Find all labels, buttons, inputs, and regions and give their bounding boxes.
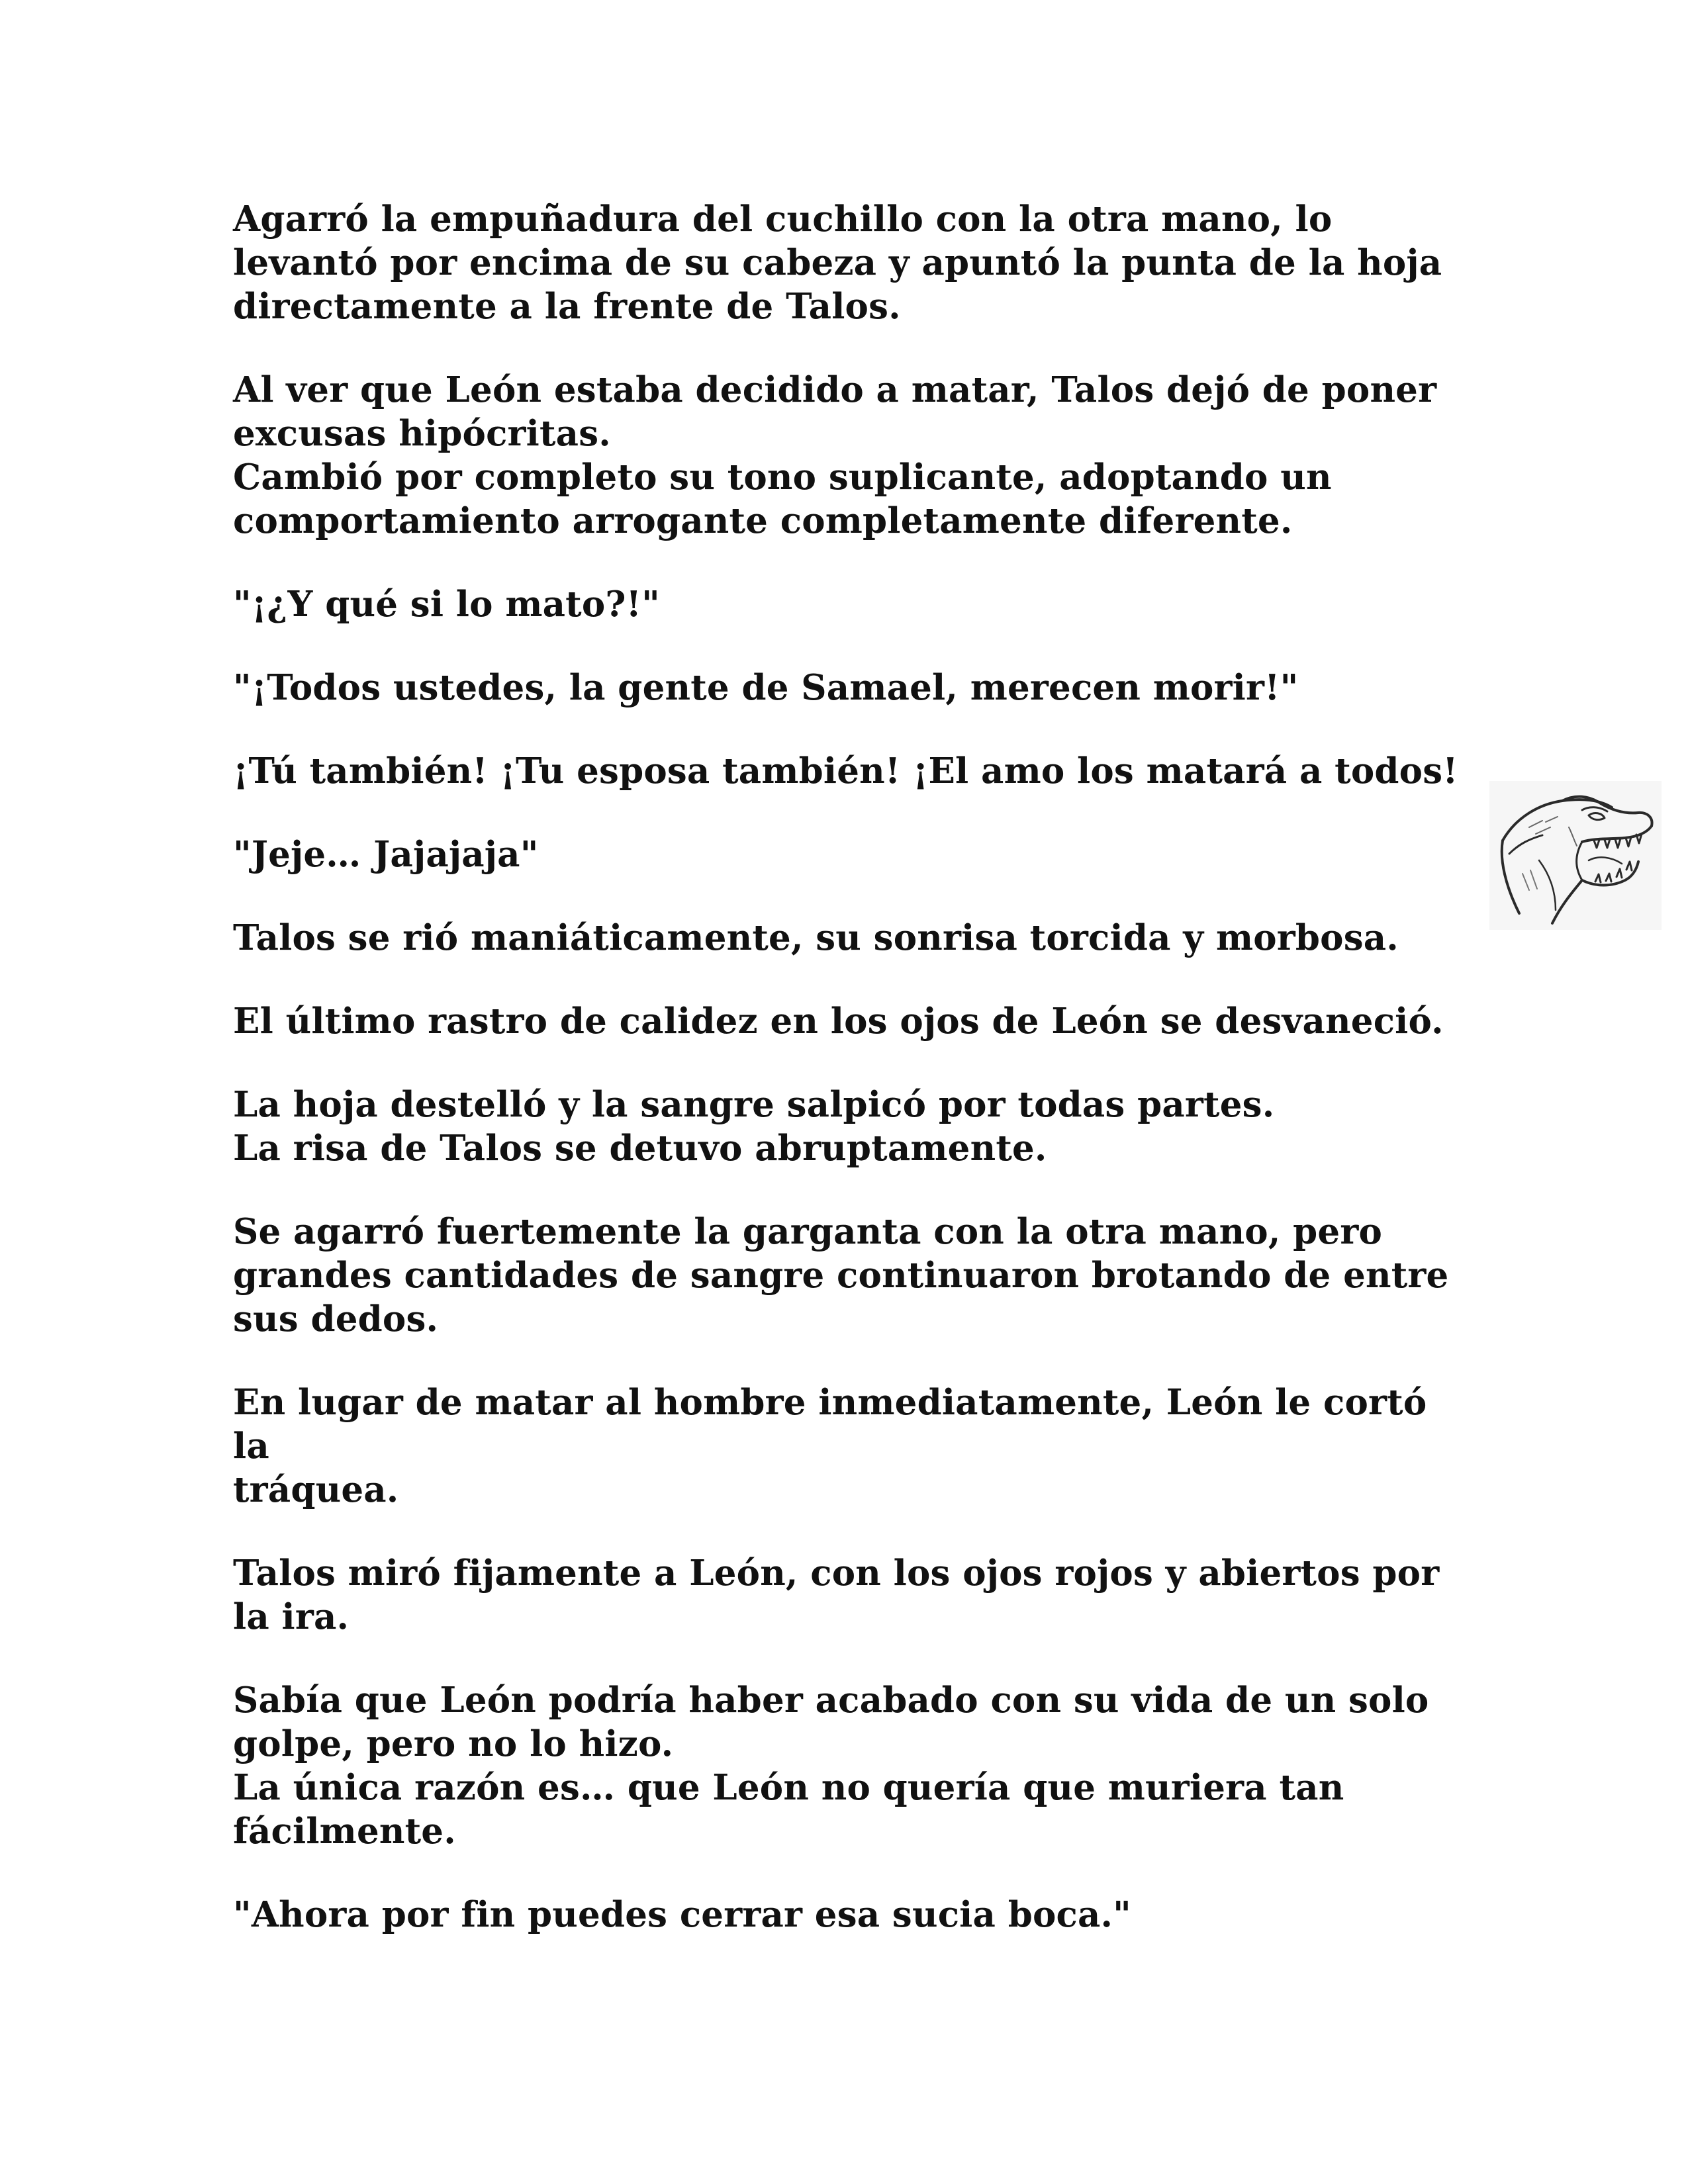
paragraph: ¡Tú también! ¡Tu esposa también! ¡El amo los matará a todos!	[233, 751, 1458, 792]
paragraph: Agarró la empuñadura del cuchillo con la otra mano, lo levantó por encima de su cabeza y apuntó la punta de la hoja directamente a la frente de Talos.	[233, 199, 1442, 327]
story-text	[233, 197, 1464, 1976]
paragraph: Talos se rió maniáticamente, su sonrisa torcida y morbosa.	[233, 917, 1399, 958]
paragraph: El último rastro de calidez en los ojos de León se desvaneció.	[233, 1001, 1444, 1042]
paragraph: "¡Todos ustedes, la gente de Samael, merecen morir!"	[233, 667, 1299, 708]
paragraph: "Ahora por fin puedes cerrar esa sucia boca."	[233, 1894, 1131, 1935]
paragraph: Al ver que León estaba decidido a matar, Talos dejó de poner excusas hipócritas. Cambió por completo su tono suplicante, adoptando un comportamiento arrogante completamente diferente.	[233, 369, 1437, 541]
paragraph: En lugar de matar al hombre inmediatamente, León le cortó la tráquea.	[233, 1382, 1427, 1510]
paragraph: Se agarró fuertemente la garganta con la otra mano, pero grandes cantidades de sangre continuaron brotando de entre sus dedos.	[233, 1211, 1449, 1340]
paragraph: "Jeje… Jajajaja"	[233, 834, 539, 875]
paragraph: La hoja destelló y la sangre salpicó por todas partes. La risa de Talos se detuvo abruptamente.	[233, 1084, 1275, 1169]
paragraph: Talos miró fijamente a León, con los ojos rojos y abiertos por la ira.	[233, 1553, 1440, 1637]
paragraph: Sabía que León podría haber acabado con su vida de un solo golpe, pero no lo hizo. La única razón es… que León no quería que muriera tan fácilmente.	[233, 1680, 1429, 1852]
paragraph: "¡¿Y qué si lo mato?!"	[233, 584, 660, 625]
dinosaur-sketch-icon	[1489, 781, 1662, 930]
